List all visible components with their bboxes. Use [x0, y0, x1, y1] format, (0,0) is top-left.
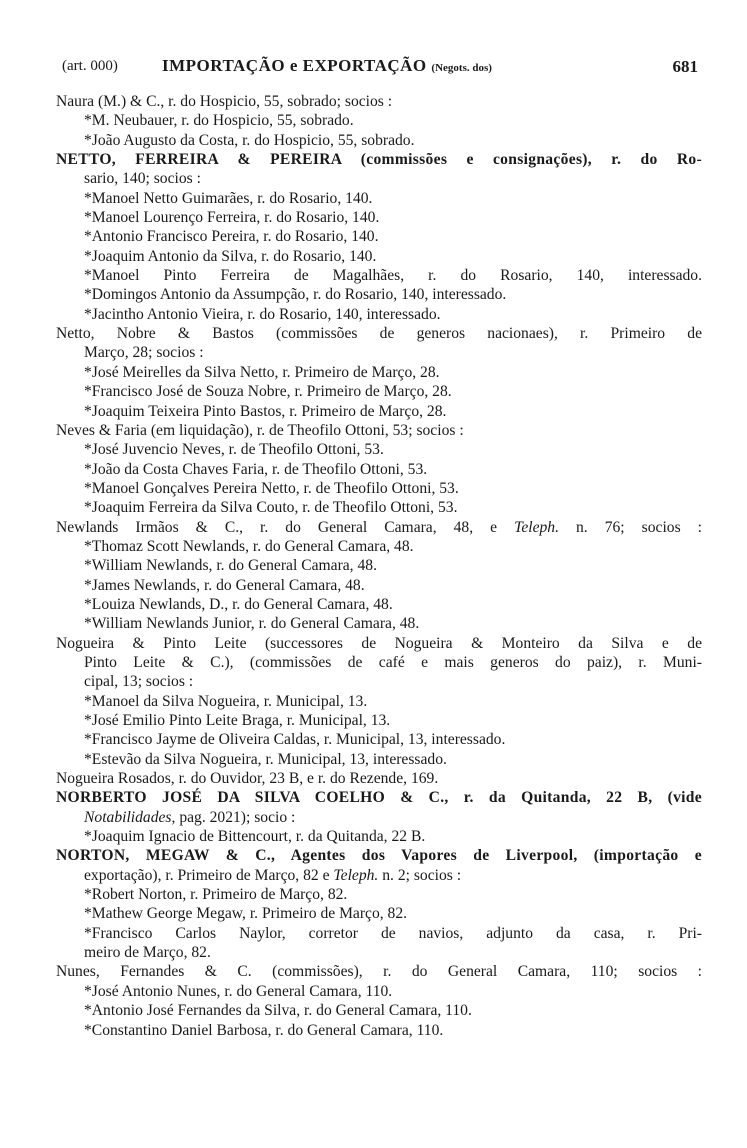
partner-line: *William Newlands Junior, r. do General Camara, 48.: [84, 615, 420, 633]
firm-entry-line: NETTO, FERREIRA & PEREIRA (commissões e consignações), r. do Ro-: [56, 151, 702, 169]
partner-line: *Manoel Gonçalves Pereira Netto, r. de Theofilo Ottoni, 53.: [84, 479, 459, 497]
page-number: 681: [672, 57, 698, 76]
partner-line: *Jacintho Antonio Vieira, r. do Rosario, 140, interessado.: [84, 305, 441, 323]
partner-line: *Joaquim Antonio da Silva, r. do Rosario, 140.: [84, 247, 377, 265]
continuation-line: meiro de Março, 82.: [84, 944, 211, 962]
header-article-ref: (art. 000): [62, 58, 118, 74]
partner-line: *Constantino Daniel Barbosa, r. do General Camara, 110.: [84, 1021, 444, 1039]
partner-line: *Mathew George Megaw, r. Primeiro de Março, 82.: [84, 905, 408, 923]
partner-line: *Thomaz Scott Newlands, r. do General Camara, 48.: [84, 537, 414, 555]
partner-line: *Joaquim Teixeira Pinto Bastos, r. Primeiro de Março, 28.: [84, 402, 447, 420]
partner-line: *Manoel Lourenço Ferreira, r. do Rosario, 140.: [84, 209, 380, 227]
partner-line: *José Antonio Nunes, r. do General Camara, 110.: [84, 982, 393, 1000]
continuation-line: Março, 28; socios :: [84, 344, 204, 362]
firm-entry-line: Naura (M.) & C., r. do Hospicio, 55, sobrado; socios :: [56, 93, 393, 110]
partner-line: *Francisco José de Souza Nobre, r. Primeiro de Março, 28.: [84, 383, 452, 401]
partner-line: *Estevão da Silva Nogueira, r. Municipal, 13, interessado.: [84, 750, 447, 768]
continuation-line: Pinto Leite & C.), (commissões de café e mais generos do paiz), r. Muni-: [84, 653, 702, 671]
partner-line: *João Augusto da Costa, r. do Hospicio, 55, sobrado.: [84, 131, 415, 149]
continuation-line: exportação), r. Primeiro de Março, 82 e Teleph. n. 2; socios :: [84, 866, 462, 884]
partner-line: *Antonio José Fernandes da Silva, r. do General Camara, 110.: [84, 1002, 472, 1020]
partner-line: *João da Costa Chaves Faria, r. de Theofilo Ottoni, 53.: [84, 460, 428, 478]
firm-entry-line: NORTON, MEGAW & C., Agentes dos Vapores de Liverpool, (importação e: [56, 847, 702, 865]
partner-line: *James Newlands, r. do General Camara, 48.: [84, 576, 365, 594]
partner-line: *Manoel Pinto Ferreira de Magalhães, r. do Rosario, 140, interessado.: [84, 267, 702, 285]
partner-line: *Louiza Newlands, D., r. do General Camara, 48.: [84, 595, 393, 613]
partner-line: *Joaquim Ferreira da Silva Couto, r. de Theofilo Ottoni, 53.: [84, 499, 458, 517]
firm-entry-line: Newlands Irmãos & C., r. do General Camara, 48, e Teleph. n. 76; socios :: [56, 518, 702, 536]
partner-line: *Francisco Jayme de Oliveira Caldas, r. Municipal, 13, interessado.: [84, 731, 506, 749]
header-title-wrap: [162, 56, 492, 76]
firm-entry-line: Nunes, Fernandes & C. (commissões), r. do General Camara, 110; socios :: [56, 963, 702, 981]
partner-line: *Manoel Netto Guimarães, r. do Rosario, 140.: [84, 189, 373, 207]
firm-entry-line: NORBERTO JOSÉ DA SILVA COELHO & C., r. da Quitanda, 22 B, (vide: [56, 789, 702, 807]
continuation-line: cipal, 13; socios :: [84, 673, 194, 691]
partner-line: *Robert Norton, r. Primeiro de Março, 82.: [84, 886, 348, 904]
firm-entry-line: Netto, Nobre & Bastos (commissões de generos nacionaes), r. Primeiro de: [56, 325, 702, 343]
header-title: IMPORTAÇÃO e EXPORTAÇÃO: [162, 56, 427, 75]
firm-entry-line: Neves & Faria (em liquidação), r. de Theofilo Ottoni, 53; socios :: [56, 421, 464, 439]
partner-line: *José Emilio Pinto Leite Braga, r. Municipal, 13.: [84, 712, 391, 729]
header-subtitle: (Negots. dos): [431, 62, 492, 74]
page-header: [62, 56, 698, 80]
partner-line: *M. Neubauer, r. do Hospicio, 55, sobrado.: [84, 112, 354, 130]
continuation-line: Notabilidades, pag. 2021); socio :: [84, 808, 296, 826]
partner-line: *William Newlands, r. do General Camara, 48.: [84, 557, 377, 575]
directory-entries: [56, 92, 702, 1040]
partner-line: *José Meirelles da Silva Netto, r. Primeiro de Março, 28.: [84, 363, 440, 381]
partner-line: *José Juvencio Neves, r. de Theofilo Ottoni, 53.: [84, 441, 384, 459]
partner-line: *Joaquim Ignacio de Bittencourt, r. da Quitanda, 22 B.: [84, 828, 426, 846]
firm-entry-line: Nogueira & Pinto Leite (successores de Nogueira & Monteiro da Silva e de: [56, 634, 702, 652]
partner-line: *Manoel da Silva Nogueira, r. Municipal, 13.: [84, 692, 368, 710]
partner-line: *Domingos Antonio da Assumpção, r. do Rosario, 140, interessado.: [84, 286, 507, 304]
partner-line: *Francisco Carlos Naylor, corretor de navios, adjunto da casa, r. Pri-: [84, 924, 702, 942]
partner-line: *Antonio Francisco Pereira, r. do Rosario, 140.: [84, 228, 379, 246]
firm-entry-line: Nogueira Rosados, r. do Ouvidor, 23 B, e r. do Rezende, 169.: [56, 770, 439, 788]
continuation-line: sario, 140; socios :: [84, 170, 201, 188]
